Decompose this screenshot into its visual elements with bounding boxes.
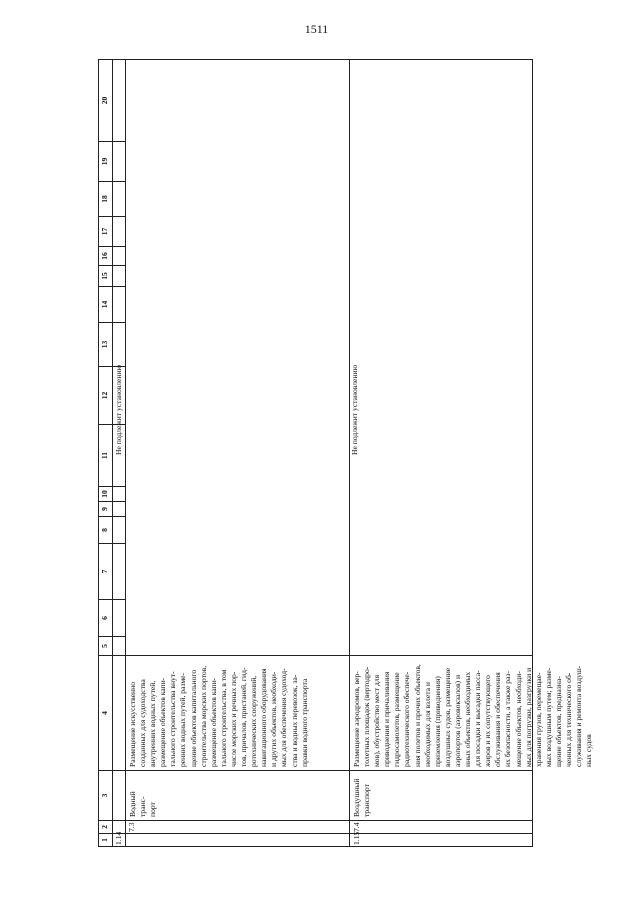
col-header: 18 — [100, 195, 109, 203]
row-note: Не подлежит установлению — [350, 364, 359, 455]
row-name: Водный транс- порт — [128, 791, 158, 817]
grid-line — [112, 59, 113, 847]
rotated-table — [98, 59, 594, 847]
col-line — [98, 770, 533, 771]
row-code: 7.3 — [127, 822, 136, 832]
grid-line — [98, 846, 533, 847]
row-description: Размещение искусственно созданных для судоходства внутренних водных путей, размещение объектов капи- тального строительства внут- ренних водных путей, разме- щение объектов капитального строительства морских портов, размещение объектов капи- тального строительства, в том числе морских и речных пор- тов, причалов, пристаней, гид- ротехнических сооружений, навигационного оборудования и других объектов, необходи- мых для обеспечения судоход- ства и водных перевозок, за- правки водного транспорта — [128, 665, 309, 767]
col-header: 5 — [100, 644, 109, 648]
col-header: 8 — [100, 528, 109, 532]
row-code: 7.4 — [352, 822, 361, 832]
col-header: 10 — [100, 490, 109, 498]
row-description: Размещение аэродромов, вер- толетных площадок (вертодро- мов), обустройство мест для приводнения и причаливания гидросамолетов, размещение радиотехнического обеспече- ния полетов и прочих объектов, необходимых для взлета и приземления (приводнения) воздушных судов, размещение аэропортов (аэровокзалов) и иных объектов, необходимых для посадки и высадки пасса- жиров и их сопутствующего обслуживания и обеспечения их безопасности, а также раз- мещение объектов, необходи- мых для погрузки, разгрузки и хранения грузов, перемещае- мых воздушным путем; разме- щение объектов, предназна- ченных для технического об- служивания и ремонта воздуш- ных судов — [352, 664, 594, 767]
grid-line — [98, 59, 99, 847]
row-number: 1.15 — [352, 831, 361, 845]
col-header: 9 — [100, 507, 109, 511]
row-note: Не подлежит установлению — [114, 364, 123, 455]
col-line — [98, 833, 533, 834]
page-number: 1511 — [304, 22, 329, 36]
col-header: 4 — [100, 711, 109, 715]
col-header: 12 — [100, 391, 109, 400]
col-header: 3 — [100, 793, 109, 798]
row-name: Воздушный транспорт — [352, 778, 372, 817]
col-line — [98, 820, 533, 821]
col-header: 17 — [100, 227, 109, 236]
col-header: 20 — [100, 96, 109, 105]
col-header: 19 — [100, 157, 109, 166]
col-header: 7 — [100, 569, 109, 574]
row-number: 1.14 — [114, 831, 123, 845]
col-header: 1 — [100, 838, 109, 842]
col-header: 6 — [100, 616, 109, 620]
col-header: 15 — [100, 272, 109, 280]
col-header: 16 — [100, 252, 109, 260]
col-header: 2 — [100, 825, 109, 829]
col-header: 14 — [100, 300, 109, 309]
col-header: 11 — [100, 451, 109, 460]
col-header: 13 — [100, 340, 109, 349]
grid-line — [98, 59, 533, 60]
